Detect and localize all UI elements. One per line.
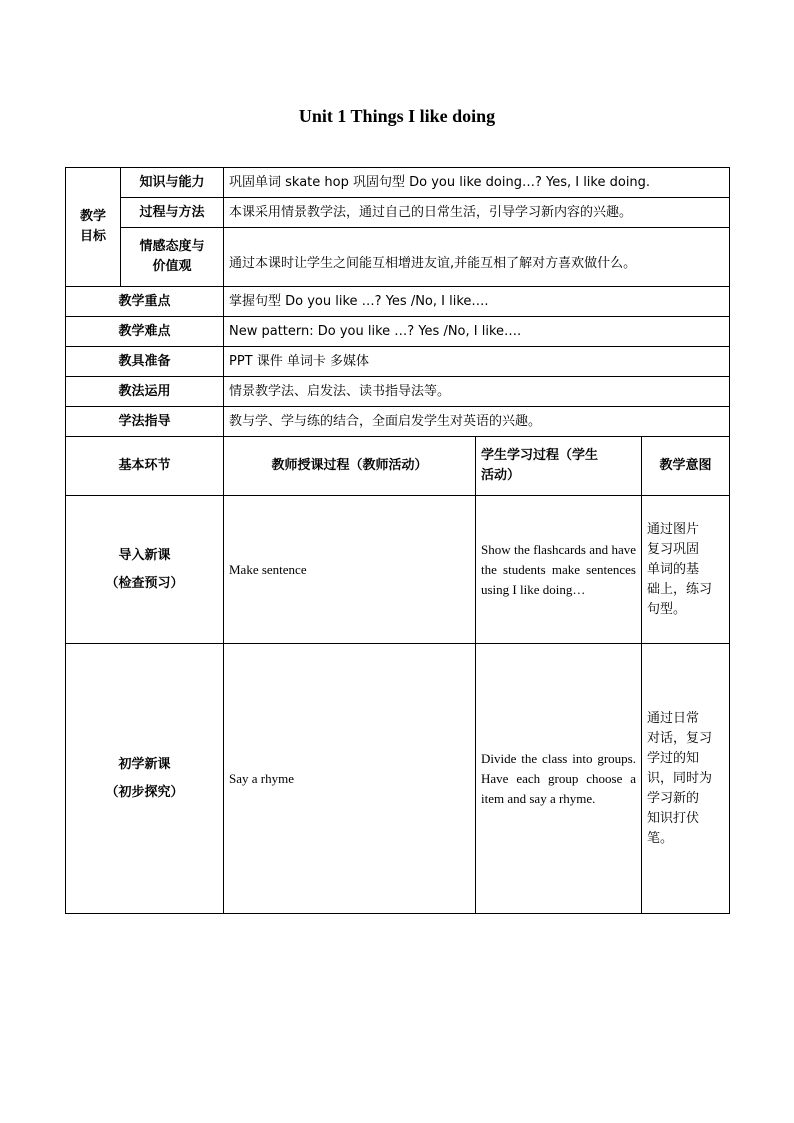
goal-row-attitude: [66, 228, 730, 287]
goal-sub-label: 知识与能力: [121, 168, 224, 198]
document-title: Unit 1 Things I like doing: [298, 106, 496, 126]
intent-line: 学习新的: [647, 790, 700, 806]
stage-sub: （初步探究）: [105, 784, 184, 800]
info-content: PPT 课件 单词卡 多媒体: [224, 347, 730, 377]
info-content: 教与学、学与练的结合，全面启发学生对英语的兴趣。: [224, 407, 730, 437]
teaching-intent: [642, 644, 730, 914]
goal-content: 本课采用情景教学法，通过自己的日常生活，引导学习新内容的兴趣。: [224, 198, 730, 228]
intent-line: 识，同时为: [647, 770, 713, 786]
goal-row-knowledge: [66, 168, 730, 198]
teacher-activity: Say a rhyme: [224, 644, 476, 914]
info-label: 学法指导: [66, 407, 224, 437]
goal-sub-label: 过程与方法: [121, 198, 224, 228]
header-teacher-activity: 教师授课过程（教师活动）: [224, 437, 476, 496]
stage-row-new-lesson: [66, 644, 730, 914]
info-row-difficulty: [66, 317, 730, 347]
info-content: 情景教学法、启发法、读书指导法等。: [224, 377, 730, 407]
goals-label-cell: [66, 168, 121, 287]
process-header-row: [66, 437, 730, 496]
stage-name-cell: [66, 644, 224, 914]
goal-sub-label: 情感态度与: [139, 239, 205, 254]
header-stage: 基本环节: [66, 437, 224, 496]
intent-line: 单词的基: [647, 561, 700, 577]
header-student-activity-line2: 活动）: [481, 468, 521, 483]
header-student-activity-cell: [476, 437, 642, 496]
info-label: 教法运用: [66, 377, 224, 407]
intent-line: 句型。: [647, 601, 687, 617]
info-content: 掌握句型 Do you like …? Yes /No, I like….: [224, 287, 730, 317]
lesson-plan-table: [65, 167, 730, 914]
teacher-activity: Make sentence: [224, 496, 476, 644]
intent-line: 对话，复习: [647, 730, 713, 746]
intent-line: 知识打伏: [647, 810, 700, 826]
info-row-methods: [66, 377, 730, 407]
goal-content: 通过本课时让学生之间能互相增进友谊,并能互相了解对方喜欢做什么。: [224, 228, 730, 287]
stage-row-intro: [66, 496, 730, 644]
goals-label-line2: 目标: [79, 229, 106, 244]
intent-line: 通过日常: [647, 710, 700, 726]
stage-name: 初学新课: [118, 756, 171, 772]
info-label: 教具准备: [66, 347, 224, 377]
teaching-intent: [642, 496, 730, 644]
info-row-focus: [66, 287, 730, 317]
goals-label-line1: 教学: [79, 209, 106, 224]
info-row-materials: [66, 347, 730, 377]
student-activity: Show the flashcards and have the students make sentences using I like doing…: [476, 496, 642, 644]
info-label: 教学重点: [66, 287, 224, 317]
intent-line: 笔。: [647, 830, 674, 846]
intent-line: 通过图片: [647, 521, 700, 537]
student-activity: Divide the class into groups. Have each group choose a item and say a rhyme.: [476, 644, 642, 914]
stage-name: 导入新课: [118, 547, 171, 563]
stage-name-cell: [66, 496, 224, 644]
intent-line: 学过的知: [647, 750, 700, 766]
intent-line: 复习巩固: [647, 541, 700, 557]
intent-line: 础上，练习: [647, 581, 713, 597]
header-student-activity: 学生学习过程（学生: [481, 448, 599, 463]
info-content: New pattern: Do you like …? Yes /No, I like….: [224, 317, 730, 347]
header-intent: 教学意图: [642, 437, 730, 496]
goal-sub-label-line2: 价值观: [152, 259, 192, 274]
info-label: 教学难点: [66, 317, 224, 347]
goal-content: 巩固单词 skate hop 巩固句型 Do you like doing…? Yes, I like doing.: [224, 168, 730, 198]
goal-row-process: [66, 198, 730, 228]
info-row-learning-guide: [66, 407, 730, 437]
goal-sub-label-cell: [121, 228, 224, 287]
stage-sub: （检查预习）: [105, 575, 184, 591]
